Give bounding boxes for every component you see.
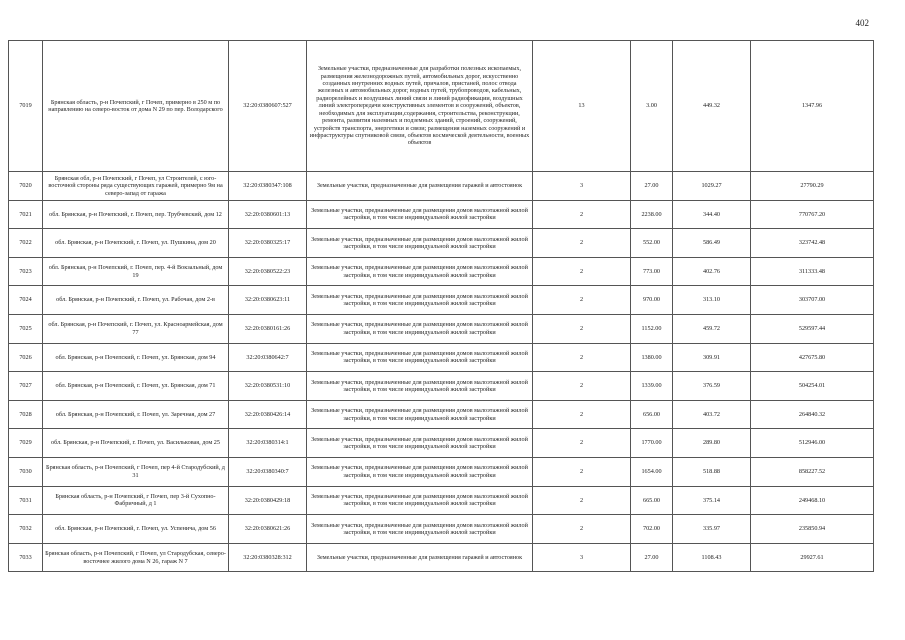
cadastral-number-cell: 32:20:0380607:527 [229,41,307,172]
cadastral-number-cell: 32:20:0380522:23 [229,257,307,286]
area-cell: 1654.00 [631,457,673,486]
table-row [9,200,874,229]
row-number: 7027 [9,372,43,401]
cadastral-value-cell: 29927.61 [751,543,874,572]
table-row [9,372,874,401]
address-cell: обл. Брянская, р-н Почепский, г. Почеп, пер. Трубчевский, дом 12 [43,200,229,229]
row-number: 7023 [9,257,43,286]
permitted-use-cell: Земельные участки, предназначенные для разработки полезных ископаемых, размещения железнодорожных путей, автомобильных дорог, искусственно созданных внутренних водных путей, причалов, пристаней, полос отвода железных и автомобильных дорог, водных путей, трубопроводов, кабельных, радиорелейных и воздушных линий связи и линий радиофикации, воздушных линий электропередачи конструктивных элементов и сооружений, объектов, необходимых для эксплуатации,содержания, строительства, реконструкции, ремонта, развития наземных и подземных зданий, строений, сооружений, устройств транспорта, энергетики и связи; размещения наземных сооружений и инфраструктуры спутниковой связи, объектов космической деятельности, военных объектов [307,41,533,172]
address-cell: обл. Брянская, р-н Почепский, г. Почеп, ул. Заречная, дом 27 [43,400,229,429]
permitted-use-cell: Земельные участки, предназначенные для размещения домов малоэтажной жилой застройки, в том числе индивидуальной жилой застройки [307,286,533,315]
cadastral-number-cell: 32:20:0380623:11 [229,286,307,315]
cadastral-number-cell: 32:20:0380161:26 [229,314,307,343]
use-group-cell: 2 [533,400,631,429]
permitted-use-cell: Земельные участки, предназначенные для размещения домов малоэтажной жилой застройки, в том числе индивидуальной жилой застройки [307,314,533,343]
area-cell: 1770.00 [631,429,673,458]
table-row [9,343,874,372]
area-cell: 1380.00 [631,343,673,372]
cadastral-value-cell: 303707.00 [751,286,874,315]
use-group-cell: 2 [533,343,631,372]
permitted-use-cell: Земельные участки, предназначенные для размещения домов малоэтажной жилой застройки, в том числе индивидуальной жилой застройки [307,400,533,429]
area-cell: 27.00 [631,543,673,572]
specific-value-cell: 335.97 [673,515,751,544]
area-cell: 970.00 [631,286,673,315]
cadastral-value-cell: 1347.96 [751,41,874,172]
cadastral-value-cell: 858227.52 [751,457,874,486]
row-number: 7021 [9,200,43,229]
cadastral-value-cell: 264840.32 [751,400,874,429]
address-cell: Брянская обл, р-н Почепский, г Почеп, ул Строителей, с юго-восточной стороны ряда существующих гаражей, примерно 9м на северо-запад от гаража [43,172,229,201]
use-group-cell: 2 [533,515,631,544]
cadastral-value-cell: 512946.00 [751,429,874,458]
row-number: 7032 [9,515,43,544]
cadastral-value-cell: 323742.48 [751,229,874,258]
cadastral-value-cell: 249468.10 [751,486,874,515]
use-group-cell: 2 [533,200,631,229]
area-cell: 1339.00 [631,372,673,401]
cadastral-value-cell: 311333.48 [751,257,874,286]
cadastral-value-cell: 529597.44 [751,314,874,343]
area-cell: 1152.00 [631,314,673,343]
row-number: 7026 [9,343,43,372]
address-cell: обл. Брянская, р-н Почепский, г. Почеп, ул. Брянская, дом 94 [43,343,229,372]
table-row [9,400,874,429]
permitted-use-cell: Земельные участки, предназначенные для размещения домов малоэтажной жилой застройки, в том числе индивидуальной жилой застройки [307,372,533,401]
cadastral-number-cell: 32:20:0380601:13 [229,200,307,229]
cadastral-value-cell: 235850.94 [751,515,874,544]
use-group-cell: 2 [533,257,631,286]
cadastral-number-cell: 32:20:0380340:7 [229,457,307,486]
address-cell: Брянская область, р-н Почепский, г Почеп, пер 3-й Сухопно-Фабричный, д 1 [43,486,229,515]
permitted-use-cell: Земельные участки, предназначенные для размещения домов малоэтажной жилой застройки, в том числе индивидуальной жилой застройки [307,257,533,286]
table-row [9,172,874,201]
specific-value-cell: 518.88 [673,457,751,486]
specific-value-cell: 309.91 [673,343,751,372]
specific-value-cell: 375.14 [673,486,751,515]
permitted-use-cell: Земельные участки, предназначенные для размещения гаражей и автостоянок [307,172,533,201]
cadastral-number-cell: 32:20:0380429:18 [229,486,307,515]
address-cell: обл. Брянская, р-н Почепский, г. Почеп, ул. Красноармейская, дом 77 [43,314,229,343]
table-row [9,229,874,258]
area-cell: 3.00 [631,41,673,172]
cadastral-number-cell: 32:20:0380621:26 [229,515,307,544]
cadastral-number-cell: 32:20:0380426:14 [229,400,307,429]
permitted-use-cell: Земельные участки, предназначенные для размещения домов малоэтажной жилой застройки, в том числе индивидуальной жилой застройки [307,429,533,458]
use-group-cell: 3 [533,172,631,201]
cadastral-value-cell: 27790.29 [751,172,874,201]
row-number: 7030 [9,457,43,486]
row-number: 7020 [9,172,43,201]
address-cell: обл. Брянская, р-н Почепский, г. Почеп, ул. Брянская, дом 71 [43,372,229,401]
specific-value-cell: 586.49 [673,229,751,258]
cadastral-number-cell: 32:20:0380347:108 [229,172,307,201]
area-cell: 665.00 [631,486,673,515]
use-group-cell: 2 [533,229,631,258]
table-row [9,286,874,315]
cadastral-value-cell: 770767.20 [751,200,874,229]
address-cell: обл. Брянская, р-н Почепский, г. Почеп, ул. Пушкина, дом 20 [43,229,229,258]
row-number: 7031 [9,486,43,515]
table-row [9,257,874,286]
address-cell: Брянская область, р-н Почепский, г Почеп, пер 4-й Стародубский, д 31 [43,457,229,486]
use-group-cell: 2 [533,486,631,515]
page-number: 402 [855,18,869,28]
table-row [9,41,874,172]
area-cell: 27.00 [631,172,673,201]
row-number: 7033 [9,543,43,572]
area-cell: 2238.00 [631,200,673,229]
permitted-use-cell: Земельные участки, предназначенные для размещения домов малоэтажной жилой застройки, в том числе индивидуальной жилой застройки [307,515,533,544]
row-number: 7024 [9,286,43,315]
address-cell: обл. Брянская, р-н Почепский, г. Почеп, ул. Успенича, дом 56 [43,515,229,544]
permitted-use-cell: Земельные участки, предназначенные для размещения домов малоэтажной жилой застройки, в том числе индивидуальной жилой застройки [307,343,533,372]
address-cell: обл. Брянская, р-н Почепский, г. Почеп, ул. Рабочая, дом 2-в [43,286,229,315]
use-group-cell: 13 [533,41,631,172]
row-number: 7019 [9,41,43,172]
area-cell: 552.00 [631,229,673,258]
specific-value-cell: 402.76 [673,257,751,286]
use-group-cell: 2 [533,314,631,343]
cadastral-number-cell: 32:20:0380642:7 [229,343,307,372]
specific-value-cell: 459.72 [673,314,751,343]
specific-value-cell: 449.32 [673,41,751,172]
cadastral-number-cell: 32:20:0380314:1 [229,429,307,458]
address-cell: Брянская область, р-н Почепский, г Почеп, ул Стародубская, северо-восточнее жилого дома N 26, гараж N 7 [43,543,229,572]
specific-value-cell: 403.72 [673,400,751,429]
row-number: 7022 [9,229,43,258]
table-row [9,543,874,572]
address-cell: обл. Брянская, р-н Почепский, г. Почеп, пер. 4-й Вокзальный, дом 19 [43,257,229,286]
table-row [9,457,874,486]
cadastral-value-cell: 504254.01 [751,372,874,401]
row-number: 7029 [9,429,43,458]
cadastral-number-cell: 32:20:0380531:10 [229,372,307,401]
cadastral-number-cell: 32:20:0380328:312 [229,543,307,572]
table-row [9,515,874,544]
cadastral-value-cell: 427675.80 [751,343,874,372]
specific-value-cell: 344.40 [673,200,751,229]
permitted-use-cell: Земельные участки, предназначенные для размещения домов малоэтажной жилой застройки, в том числе индивидуальной жилой застройки [307,200,533,229]
area-cell: 702.00 [631,515,673,544]
specific-value-cell: 313.10 [673,286,751,315]
area-cell: 773.00 [631,257,673,286]
permitted-use-cell: Земельные участки, предназначенные для размещения домов малоэтажной жилой застройки, в том числе индивидуальной жилой застройки [307,486,533,515]
use-group-cell: 2 [533,457,631,486]
use-group-cell: 3 [533,543,631,572]
permitted-use-cell: Земельные участки, предназначенные для размещения домов малоэтажной жилой застройки, в том числе индивидуальной жилой застройки [307,229,533,258]
row-number: 7025 [9,314,43,343]
table-row [9,314,874,343]
cadastral-number-cell: 32:20:0380325:17 [229,229,307,258]
specific-value-cell: 1108.43 [673,543,751,572]
specific-value-cell: 289.80 [673,429,751,458]
area-cell: 656.00 [631,400,673,429]
table-row [9,486,874,515]
use-group-cell: 2 [533,429,631,458]
address-cell: Брянская область, р-н Почепский, г Почеп, примерно в 250 м по направлению на северо-восток от дома N 29 по пер. Володарского [43,41,229,172]
specific-value-cell: 1029.27 [673,172,751,201]
address-cell: обл. Брянская, р-н Почепский, г. Почеп, ул. Васильковая, дом 25 [43,429,229,458]
permitted-use-cell: Земельные участки, предназначенные для размещения домов малоэтажной жилой застройки, в том числе индивидуальной жилой застройки [307,457,533,486]
use-group-cell: 2 [533,286,631,315]
land-register-table [8,40,874,572]
row-number: 7028 [9,400,43,429]
permitted-use-cell: Земельные участки, предназначенные для размещения гаражей и автостоянок [307,543,533,572]
table-row [9,429,874,458]
specific-value-cell: 376.59 [673,372,751,401]
use-group-cell: 2 [533,372,631,401]
